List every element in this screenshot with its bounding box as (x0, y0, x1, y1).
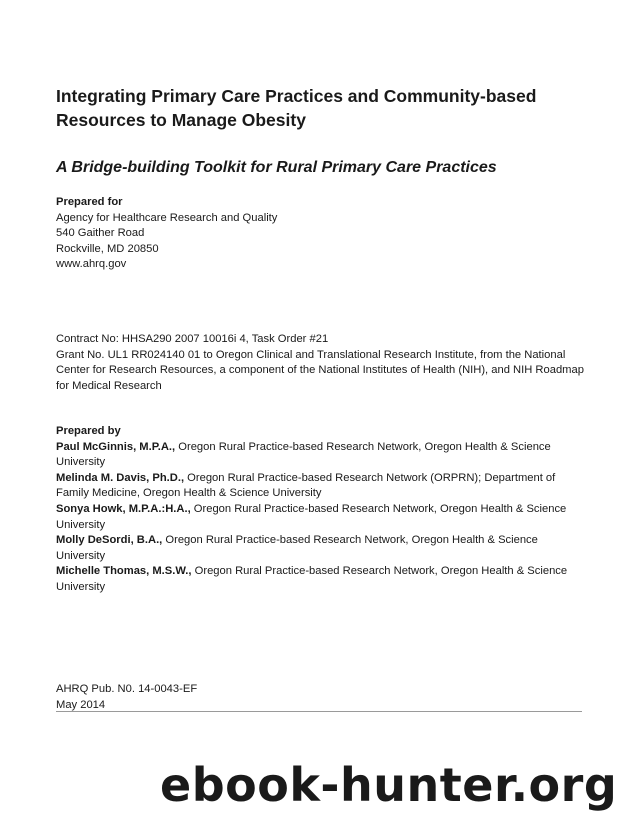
author-affiliation: Oregon Rural Practice-based Research Network, Oregon Health & Science University (56, 440, 551, 469)
prepared-for-heading: Prepared for (56, 196, 123, 208)
author-affiliation: Oregon Rural Practice-based Research Network, Oregon Health & Science University (56, 502, 567, 531)
contract-section (56, 332, 586, 394)
prepared-for-city: Rockville, MD 20850 (56, 242, 159, 255)
author-affiliation: Oregon Rural Practice-based Research Network, Oregon Health & Science University (56, 534, 538, 562)
publication-number: AHRQ Pub. N0. 14-0043-EF (56, 683, 198, 695)
prepared-for-street: 540 Gaither Road (56, 227, 145, 240)
author-entry (56, 471, 586, 502)
publication-date: May 2014 (56, 698, 106, 711)
grant-number: Grant No. UL1 RR024140 01 to Oregon Clinical and Translational Research Institute, from the National Center for Research Resources, a component of the National Institutes of Health (NIH), and NIH Roadmap for Medical Research (56, 348, 584, 392)
author-name: Sonya Howk, M.P.A.:H.A., (56, 502, 191, 515)
prepared-for-agency: Agency for Healthcare Research and Quality (56, 211, 278, 224)
author-entry (56, 440, 586, 471)
prepared-by-section (56, 424, 586, 596)
author-entry (56, 564, 586, 595)
author-affiliation: Oregon Rural Practice-based Research Network, Oregon Health & Science University (56, 565, 568, 593)
publication-info (56, 682, 586, 713)
document-subtitle: A Bridge-building Toolkit for Rural Primary Care Practices (56, 159, 497, 176)
watermark-text: ebook-hunter.org (160, 758, 618, 812)
prepared-by-heading: Prepared by (56, 425, 121, 437)
author-entry (56, 502, 586, 533)
footer-divider (56, 711, 582, 712)
document-page (56, 0, 586, 825)
contract-number: Contract No: HHSA290 2007 10016i 4, Task Order #21 (56, 333, 329, 345)
prepared-for-website: www.ahrq.gov (56, 258, 127, 271)
document-title: Integrating Primary Care Practices and Community-based Resources to Manage Obesity (56, 86, 537, 130)
author-name: Michelle Thomas, M.S.W., (56, 565, 192, 578)
prepared-for-section (56, 195, 586, 273)
author-name: Melinda M. Davis, Ph.D., (56, 471, 185, 484)
author-affiliation: Oregon Rural Practice-based Research Network (ORPRN); Department of Family Medicine, Oregon Health & Science University (56, 471, 556, 500)
author-name: Molly DeSordi, B.A., (56, 534, 163, 547)
author-name: Paul McGinnis, M.P.A., (56, 440, 176, 453)
author-entry (56, 533, 586, 564)
